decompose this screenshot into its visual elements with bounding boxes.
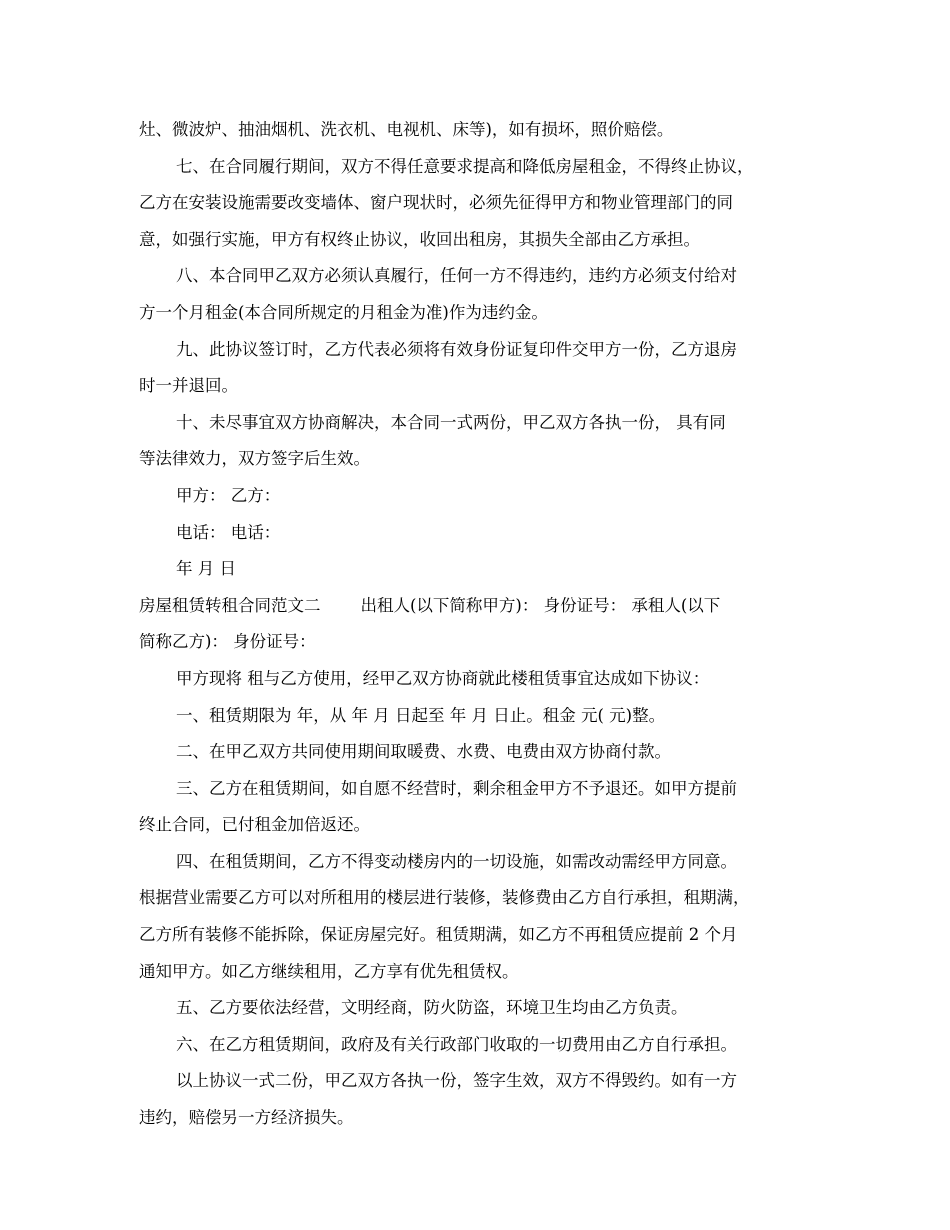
- section-title: 房屋租赁转租合同范文二: [139, 595, 321, 615]
- clause-5-line: 五、乙方要依法经营，文明经商，防火防盗，环境卫生均由乙方负责。: [176, 998, 688, 1018]
- text-line: 灶、微波炉、抽油烟机、洗衣机、电视机、床等)，如有损坏，照价赔偿。: [139, 120, 674, 139]
- clause-8-line: 八、本合同甲乙双方必须认真履行，任何一方不得违约，违约方必须支付给对: [176, 266, 737, 286]
- section-heading-line: [139, 588, 815, 625]
- lessor-intro: 出租人(以下简称甲方)： 身份证号： 承租人(以下: [360, 595, 721, 615]
- clause-9-line: 九、此协议签订时，乙方代表必须将有效身份证复印件交甲方一份，乙方退房: [176, 339, 737, 359]
- text-line: 根据营业需要乙方可以对所租用的楼层进行装修，装修费由乙方自行承担，租期满，: [139, 888, 750, 908]
- text-line: 简称乙方)： 身份证号：: [139, 632, 316, 652]
- clause-4-line: 四、在租赁期间，乙方不得变动楼房内的一切设施，如需改动需经甲方同意。: [176, 851, 737, 871]
- clause-10-line: 十、未尽事宜双方协商解决，本合同一式两份，甲乙双方各执一份， 具有同: [176, 412, 726, 432]
- text-line: 时一并退回。: [139, 376, 238, 396]
- text-line: 终止合同，已付租金加倍返还。: [139, 815, 370, 835]
- clause-2-line: 二、在甲乙双方共同使用期间取暖费、水费、电费由双方协商付款。: [176, 742, 671, 762]
- document-page: [139, 112, 815, 1137]
- clause-6-line: 六、在乙方租赁期间，政府及有关行政部门收取的一切费用由乙方自行承担。: [176, 1034, 737, 1054]
- clause-3-line: 三、乙方在租赁期间，如自愿不经营时，剩余租金甲方不予退还。如甲方提前: [176, 778, 737, 798]
- closing-line: 以上协议一式二份，甲乙双方各执一份，签字生效，双方不得毁约。如有一方: [176, 1071, 737, 1091]
- text-line: 乙方所有装修不能拆除，保证房屋完好。租赁期满，如乙方不再租赁应提前 2 个月: [139, 925, 738, 945]
- signature-parties-line: 甲方： 乙方：: [176, 485, 281, 505]
- text-line: 乙方在安装设施需要改变墙体、窗户现状时，必须先征得甲方和物业管理部门的同: [139, 193, 733, 213]
- text-line: 意，如强行实施，甲方有权终止协议，收回出租房，其损失全部由乙方承担。: [139, 229, 700, 249]
- clause-1-line: 一、租赁期限为 年，从 年 月 日起至 年 月 日止。租金 元( 元)整。: [176, 705, 666, 725]
- signature-date-line: 年 月 日: [176, 559, 236, 579]
- clause-7-line: 七、在合同履行期间，双方不得任意要求提高和降低房屋租金，不得终止协议，: [176, 156, 754, 176]
- text-line: 等法律效力，双方签字后生效。: [139, 449, 370, 469]
- text-line: 方一个月租金(本合同所规定的月租金为准)作为违约金。: [139, 302, 548, 322]
- text-line: 通知甲方。如乙方继续租用，乙方享有优先租赁权。: [139, 961, 519, 981]
- preamble-line: 甲方现将 租与乙方使用，经甲乙双方协商就此楼租赁事宜达成如下协议：: [176, 668, 710, 688]
- text-line: 违约，赔偿另一方经济损失。: [139, 1108, 354, 1128]
- signature-phone-line: 电话： 电话：: [176, 522, 281, 542]
